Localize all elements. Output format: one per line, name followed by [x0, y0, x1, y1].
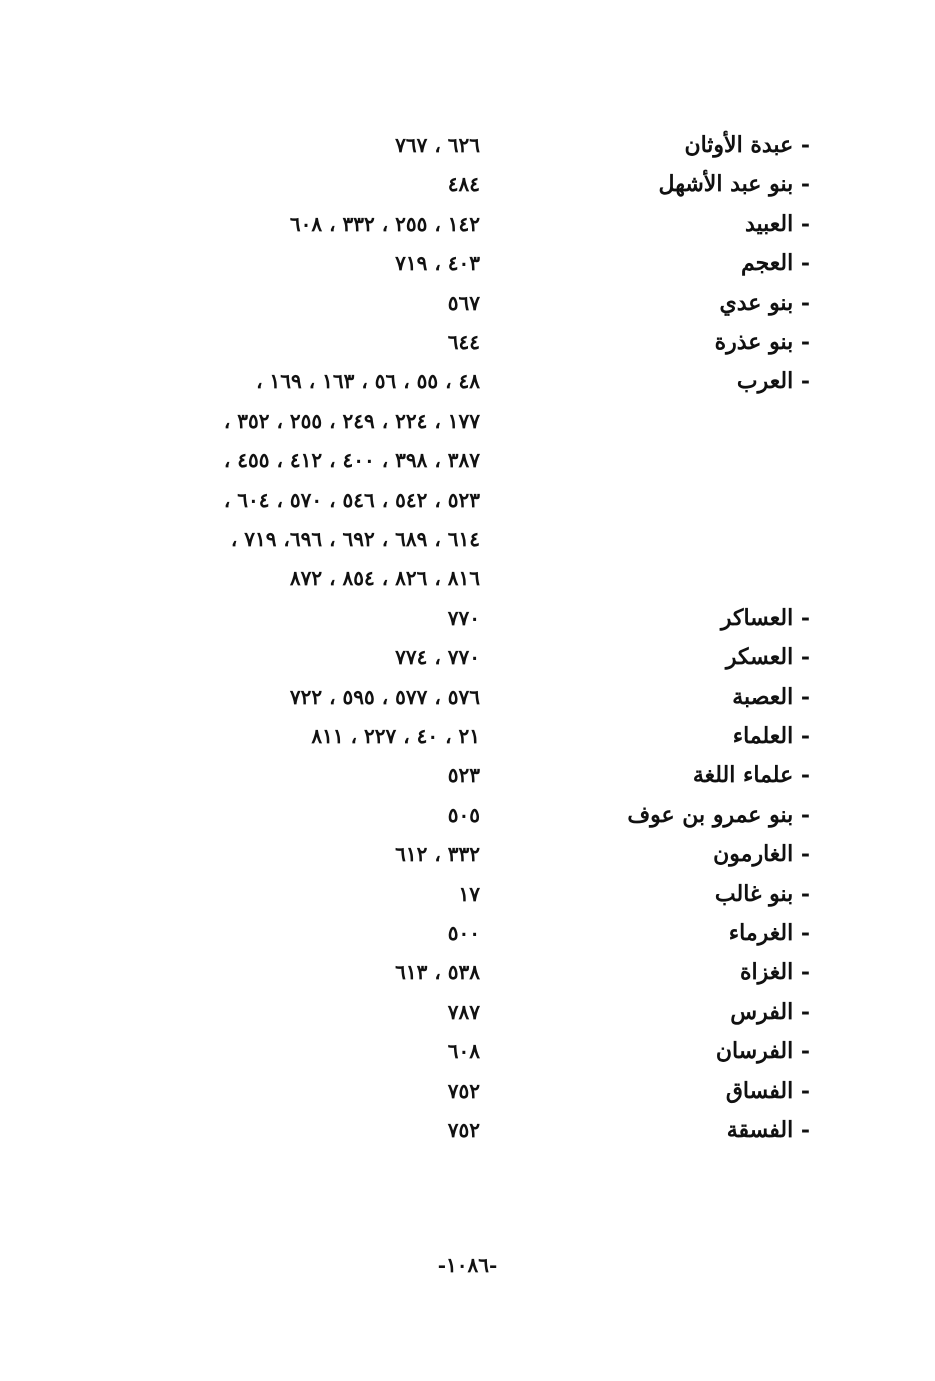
entry-name: - الغارمون [713, 841, 810, 868]
page-number: -١٠٨٦- [437, 1253, 498, 1277]
index-entry [100, 1071, 820, 1111]
entry-page-refs: ٤٨٤ [447, 172, 480, 197]
entry-page-refs: ٤٠٣ ، ٧١٩ [395, 251, 480, 276]
index-entry [100, 913, 820, 953]
entry-name: - العبيد [744, 210, 810, 237]
index-entry [100, 677, 820, 717]
entry-page-refs: ٣٨٧ ، ٣٩٨ ، ٤٠٠ ، ٤١٢ ، ٤٥٥ ، [223, 448, 480, 473]
entry-page-refs: ٧٥٢ [447, 1078, 480, 1103]
index-entry [100, 1031, 820, 1071]
entry-page-refs: ٥٢٣ [447, 763, 480, 788]
entry-page-refs: ١٤٢ ، ٢٥٥ ، ٣٣٢ ، ٦٠٨ [289, 211, 480, 236]
entry-name: - الفرسان [715, 1038, 810, 1065]
entry-page-refs: ٧٧٠ ، ٧٧٤ [395, 645, 480, 670]
entry-page-refs: ٧٨٧ [447, 999, 480, 1024]
entry-page-refs: ٥٠٠ [447, 921, 480, 945]
index-entry [100, 755, 820, 795]
entry-name: - علماء اللغة [692, 762, 810, 789]
index-entry [100, 874, 820, 914]
entry-page-refs: ٦٤٤ [447, 330, 480, 354]
entry-page-refs: ٤٨ ، ٥٥ ، ٥٦ ، ١٦٣ ، ١٦٩ ، [256, 369, 480, 394]
index-entry [100, 164, 820, 204]
entry-page-refs: ٥٠٥ [447, 802, 480, 827]
index-entry [100, 952, 820, 992]
entry-page-refs: ٥٦٧ [447, 290, 480, 315]
entry-name: - عبدة الأوثان [684, 132, 810, 158]
entry-page-refs: ٦١٤ ، ٦٨٩ ، ٦٩٢ ، ٦٩٦، ٧١٩ ، [230, 526, 480, 551]
index-entry [100, 637, 820, 677]
entry-name: - العرب [736, 368, 810, 395]
index-entry [100, 204, 820, 244]
entry-page-refs: ٣٣٢ ، ٦١٢ [395, 842, 480, 867]
index-entry [100, 283, 820, 323]
entry-page-refs: ٥٧٦ ، ٥٧٧ ، ٥٩٥ ، ٧٢٢ [289, 684, 480, 709]
index-entry [100, 716, 820, 756]
index-entry [100, 322, 820, 362]
entry-page-refs: ٦٢٦ ، ٧٦٧ [395, 133, 480, 157]
entry-page-refs: ٦٠٨ [447, 1039, 480, 1064]
index-entry [100, 125, 820, 165]
entry-name: - العساكر [720, 604, 810, 631]
entry-name: - الغرماء [728, 920, 810, 946]
index-entry [100, 795, 820, 835]
entry-name: - بنو عبد الأشهل [658, 171, 810, 198]
entry-name: - العجم [740, 250, 810, 277]
entry-name: - بنو عذرة [714, 329, 810, 355]
entry-name: - العسكر [725, 644, 810, 671]
index-entry [100, 598, 820, 638]
entry-name: - بنو عدي [719, 289, 810, 316]
entry-page-refs: ٨١٦ ، ٨٢٦ ، ٨٥٤ ، ٨٧٢ [289, 566, 480, 591]
entry-page-refs: ٢١ ، ٤٠ ، ٢٢٧ ، ٨١١ [311, 724, 480, 748]
entry-name: - العصبة [732, 683, 810, 710]
index-entry [100, 361, 820, 591]
entry-page-refs: ٥٣٨ ، ٦١٣ [395, 960, 480, 985]
entry-name: - بنو عمرو بن عوف [627, 801, 810, 828]
entry-name: - الفسقة [726, 1117, 810, 1143]
entry-page-refs: ١٧ [458, 881, 480, 906]
entry-name: - الفرس [730, 998, 810, 1025]
index-entry [100, 992, 820, 1032]
entry-page-refs: ١٧٧ ، ٢٢٤ ، ٢٤٩ ، ٢٥٥ ، ٣٥٢ ، [223, 408, 480, 433]
entry-name: - بنو غالب [714, 880, 810, 907]
entry-page-refs: ٧٥٢ [447, 1118, 480, 1142]
index-entry [100, 834, 820, 874]
entry-page-refs: ٧٧٠ [447, 605, 480, 630]
entry-name: - الفساق [725, 1077, 810, 1104]
entry-name: - الغزاة [740, 959, 810, 986]
index-entry [100, 1110, 820, 1150]
index-entry [100, 243, 820, 283]
entry-name: - العلماء [732, 723, 810, 749]
entry-page-refs: ٥٢٣ ، ٥٤٢ ، ٥٤٦ ، ٥٧٠ ، ٦٠٤ ، [223, 487, 480, 512]
